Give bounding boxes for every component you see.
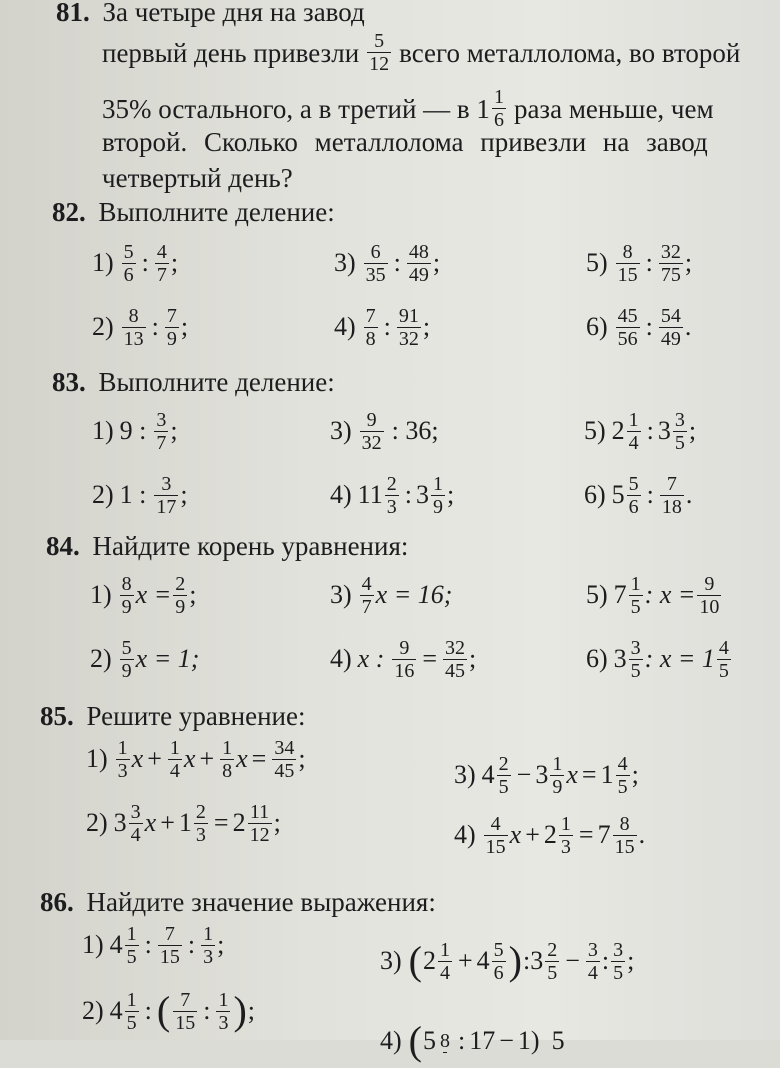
- exercise-item: 4) $\frac{4}{15}$ x + 2 $\frac{1}{3}$ = 7 $\frac{8}{15}$ .: [454, 812, 646, 858]
- problem-number: 86.: [40, 887, 74, 917]
- fraction: $\frac{5}{12}$: [369, 30, 390, 75]
- problem-83-heading: [52, 366, 335, 398]
- exercise-item: 5) 7 $\frac{1}{5}$ : x = $\frac{9}{10}$: [586, 572, 720, 618]
- exercise-item: 6) $\frac{45}{56}$ : $\frac{54}{49}$ .: [586, 304, 692, 350]
- exercise-item: 4) x : $\frac{9}{16}$ = $\frac{32}{45}$ ;: [330, 636, 477, 682]
- problem-number: 81.: [56, 0, 90, 27]
- problem-title: Найдите значение выражения:: [86, 887, 436, 917]
- problem-81-line-3: 35% остального, а в третий — в 1 $\frac{1}{6}$ раза меньше, чем: [102, 86, 714, 131]
- exercise-item: 3) ( 2 $\frac{1}{4}$ + 4 $\frac{5}{6}$ ) : 3 $\frac{2}{5}$ − $\frac{3}{4}$ : $\frac{3}{5}$ ;: [380, 938, 635, 984]
- exercise-item: 2) $\frac{8}{13}$ : $\frac{7}{9}$ ;: [92, 304, 189, 350]
- exercise-item: 1) $\frac{8}{9}$ x = $\frac{2}{9}$ ;: [90, 572, 197, 618]
- exercise-item: 5) 2 $\frac{1}{4}$ : 3 $\frac{3}{5}$ ;: [584, 408, 697, 454]
- exercise-item: 3) $\frac{4}{7}$ x = 16;: [330, 572, 453, 618]
- exercise-item: 1) $\frac{5}{6}$ : $\frac{4}{7}$ ;: [92, 240, 179, 286]
- problem-81-line-4: второй. Сколько металлолома привезли на завод: [102, 127, 708, 157]
- exercise-item: 2) $\frac{5}{9}$ x = 1;: [90, 636, 200, 682]
- exercise-item: 1) 9 : $\frac{3}{7}$ ;: [92, 408, 178, 454]
- problem-86-heading: [40, 886, 436, 918]
- exercise-item: 3) $\frac{6}{35}$ : $\frac{48}{49}$ ;: [334, 240, 441, 286]
- problem-title: Найдите корень уравнения:: [92, 531, 409, 561]
- problem-number: 82.: [52, 197, 86, 227]
- problem-81-line-2: первый день привезли $\frac{5}{12}$ всего металлолома, во второй: [102, 30, 741, 75]
- exercise-item: 5) $\frac{8}{15}$ : $\frac{32}{75}$ ;: [586, 240, 693, 286]
- problem-number: 85.: [40, 701, 74, 731]
- problem-number: 84.: [46, 531, 80, 561]
- problem-number: 83.: [52, 367, 86, 397]
- exercise-item: 6) 3 $\frac{3}{5}$ : x = 1 $\frac{4}{5}$: [586, 636, 729, 682]
- exercise-item: 2) 4 $\frac{1}{5}$ : ( $\frac{7}{15}$ : $\frac{1}{3}$ ) ;: [82, 988, 256, 1034]
- exercise-item: 6) 5 $\frac{5}{6}$ : $\frac{7}{18}$ .: [584, 472, 693, 518]
- problem-title: Выполните деление:: [98, 197, 335, 227]
- problem-84-heading: [46, 530, 408, 562]
- exercise-item: 4) ( 5 8 : 17 − 1) 5: [380, 1018, 565, 1063]
- problem-85-heading: [40, 700, 305, 732]
- exercise-item: 3) 4 $\frac{2}{5}$ − 3 $\frac{1}{9}$ x = 1 $\frac{4}{5}$ ;: [454, 752, 639, 798]
- problem-title: Выполните деление:: [98, 367, 335, 397]
- exercise-item: 3) $\frac{9}{32}$ : 36;: [330, 408, 439, 454]
- exercise-item: 2) 3 $\frac{3}{4}$ x + 1 $\frac{2}{3}$ = 2 $\frac{11}{12}$ ;: [86, 800, 281, 846]
- problem-81-line-5: четвертый день?: [102, 163, 293, 193]
- exercise-item: 4) $\frac{7}{8}$ : $\frac{91}{32}$ ;: [334, 304, 431, 350]
- exercise-item: 1) 4 $\frac{1}{5}$ : $\frac{7}{15}$ : $\frac{1}{3}$ ;: [82, 922, 225, 968]
- problem-title: Решите уравнение:: [86, 701, 306, 731]
- exercise-item: 2) 1 : $\frac{3}{17}$ ;: [92, 472, 188, 518]
- problem-81-line-1: 81. За четыре дня на завод: [56, 0, 365, 28]
- exercise-item: 1) $\frac{1}{3}$ x + $\frac{1}{4}$ x + $\frac{1}{8}$ x = $\frac{34}{45}$ ;: [86, 736, 306, 782]
- problem-82-heading: [52, 196, 335, 228]
- fraction: $\frac{1}{6}$: [493, 86, 504, 131]
- exercise-item: 4) 11 $\frac{2}{3}$ : 3 $\frac{1}{9}$ ;: [330, 472, 455, 518]
